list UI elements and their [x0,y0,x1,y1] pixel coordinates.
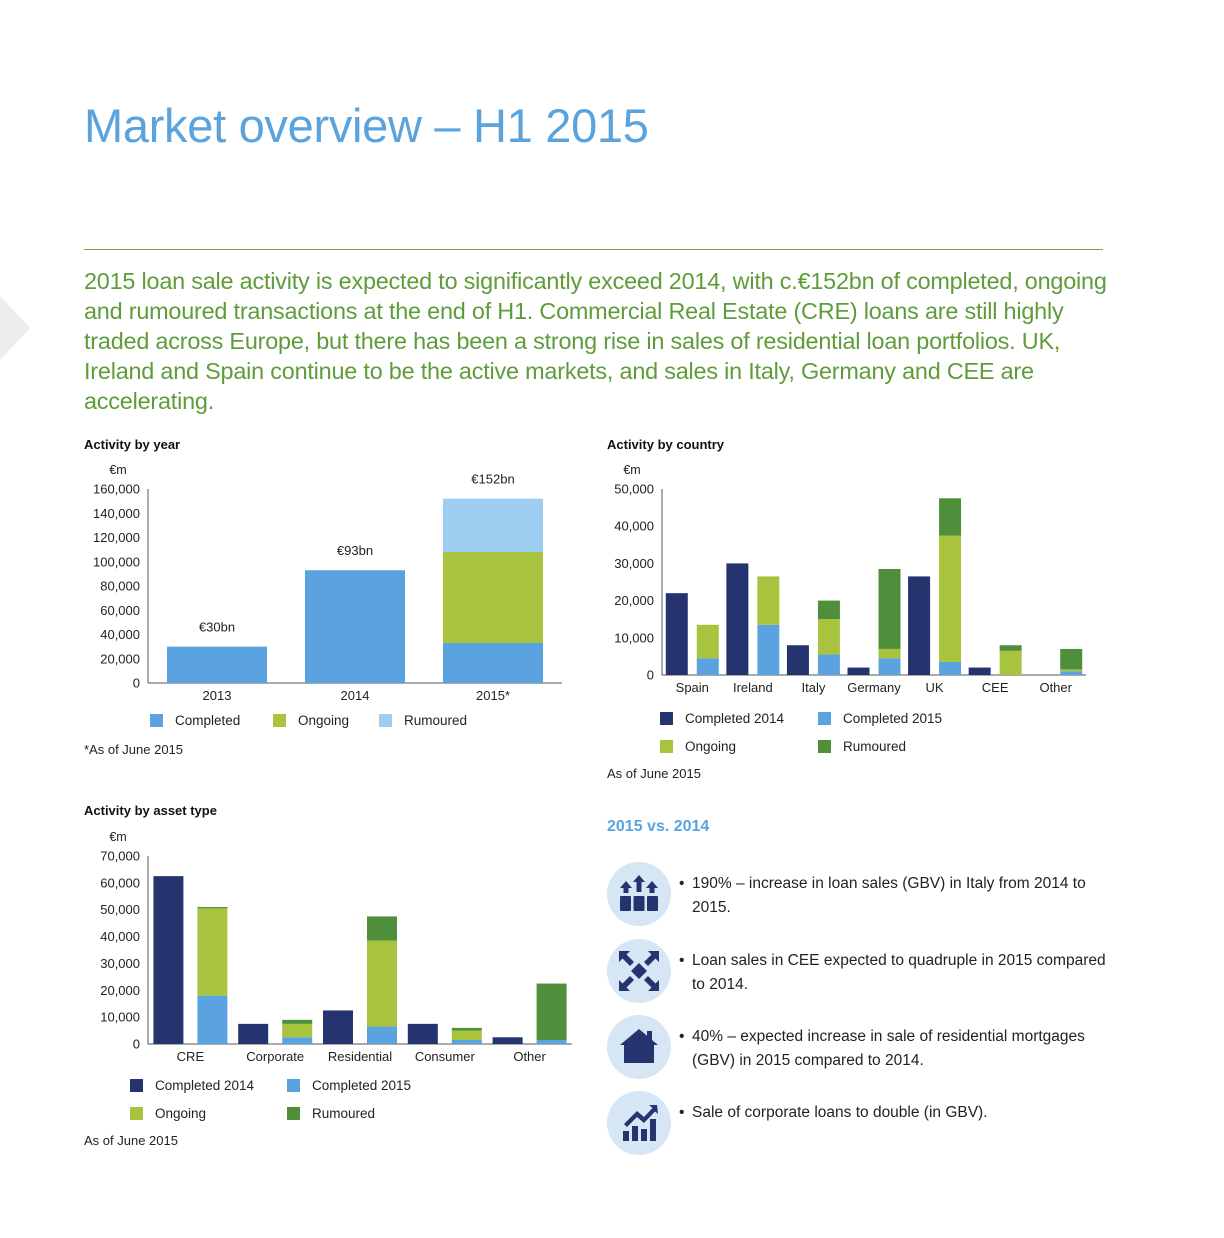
y-tick-label: 50,000 [614,481,654,497]
bar-completed-2015 [1060,671,1082,675]
y-tick-label: 40,000 [100,929,140,945]
x-tick-label: Italy [801,680,826,695]
y-tick-label: 10,000 [614,630,654,646]
chart-activity-by-asset-type [62,821,582,1071]
bar-rumoured [537,984,567,1040]
bar-rumoured [443,499,543,552]
bar-rumoured [1000,645,1022,651]
bar-ongoing [452,1031,482,1040]
chart-activity-by-year [62,455,582,715]
y-tick-label: 140,000 [93,505,140,521]
x-tick-label: 2013 [202,688,232,703]
y-tick-label: 30,000 [100,955,140,971]
legend-completed-2014: Completed 2014 [130,1078,254,1093]
page-title: Market overview – H1 2015 [84,99,649,152]
bar-rumoured [367,916,397,940]
y-tick-label: 10,000 [100,1009,140,1025]
bar-completed-2015 [367,1027,397,1044]
y-unit-label: €m [109,463,127,477]
bar-rumoured [879,569,901,649]
bar-completed [443,643,543,683]
bar-completed-2015 [757,625,779,675]
legend-completed-2015: Completed 2015 [818,711,942,726]
fact-item: • Sale of corporate loans to double (in GBV). [607,1091,1107,1155]
bar-completed-2015 [452,1040,482,1044]
bar-rumoured [197,907,227,908]
y-tick-label: 20,000 [100,982,140,998]
x-tick-label: Spain [675,680,709,695]
note-asset: As of June 2015 [84,1133,178,1148]
bar-ongoing [757,576,779,624]
legend-ongoing: Ongoing [660,739,736,754]
legend-completed-2014: Completed 2014 [660,711,784,726]
y-tick-label: 0 [132,675,140,691]
chart-title-country: Activity by country [607,437,725,452]
y-tick-label: 40,000 [614,518,654,534]
divider [84,249,1103,250]
bar-completed-2015 [697,658,719,675]
bar-rumoured [939,498,961,535]
x-tick-label: Germany [847,680,901,695]
y-tick-label: 40,000 [100,627,140,642]
bar-completed-2014 [908,576,930,675]
intro-text: 2015 loan sale activity is expected to significantly exceed 2014, with c.€152bn of completed, ongoing and rumoured transactions at the end of H1. Commercial Real Estate (CRE) loans are still highly traded across Europe, but there has been a strong rise in sales of residential loan portfolios. UK, Ireland and Spain continue to be the active markets, and sales in Italy, Germany and CEE are accelerating. [84,268,1107,414]
bar-ongoing [197,908,227,995]
data-label: €152bn [471,471,515,487]
fact-item: • 40% – expected increase in sale of residential mortgages (GBV) in 2015 compared to 2014. [607,1015,1107,1079]
y-unit-label: €m [623,463,641,477]
bar-ongoing [939,536,961,662]
legend-completed-2015: Completed 2015 [287,1078,411,1093]
bar-ongoing [282,1024,312,1037]
bar-completed-2015 [537,1040,567,1044]
y-tick-label: 160,000 [93,481,140,497]
bar-ongoing [697,625,719,658]
bar-completed-2014 [153,876,183,1044]
note-country: As of June 2015 [607,766,701,781]
legend-rumoured: Rumoured [287,1106,375,1121]
legend-rumoured: Rumoured [379,713,467,728]
x-tick-label: Residential [327,1049,393,1064]
bar-completed-2014 [787,645,809,675]
bar-ongoing [1060,669,1082,671]
y-tick-label: 60,000 [100,602,140,618]
fact-item: • Loan sales in CEE expected to quadruple in 2015 compared to 2014. [607,939,1107,1003]
fact-item: • 190% – increase in loan sales (GBV) in Italy from 2014 to 2015. [607,862,1107,926]
legend-ongoing: Ongoing [130,1106,206,1121]
x-tick-label: Ireland [732,680,773,695]
bar-rumoured [452,1028,482,1031]
bar-completed-2014 [666,593,688,675]
rising-chart-icon [607,1091,671,1155]
bar-rumoured [282,1020,312,1024]
bar-completed [305,570,405,683]
note-year: *As of June 2015 [84,742,184,757]
y-tick-label: 20,000 [614,593,654,609]
bar-ongoing [818,619,840,654]
bar-completed-2014 [323,1010,353,1044]
y-tick-label: 20,000 [100,651,140,667]
bar-rumoured [818,601,840,620]
x-tick-label: CEE [981,680,1009,695]
arrows-up-icon [607,862,671,926]
y-tick-label: 70,000 [100,848,140,864]
x-tick-label: Other [1039,680,1072,695]
comparison-title: 2015 vs. 2014 [607,818,710,835]
bar-completed-2015 [939,662,961,675]
bar-ongoing [367,941,397,1027]
chart-title-year: Activity by year [84,437,181,452]
decorative-arrow [0,296,30,360]
chart-title-asset: Activity by asset type [84,803,217,818]
y-tick-label: 0 [646,667,654,683]
bar-completed [167,647,267,683]
house-icon [607,1015,671,1079]
bar-completed-2015 [282,1037,312,1044]
x-tick-label: 2015* [476,688,510,703]
x-tick-label: Other [513,1049,546,1064]
bar-ongoing [1000,651,1022,675]
legend-ongoing: Ongoing [273,713,349,728]
x-tick-label: UK [925,680,944,695]
bar-completed-2015 [197,996,227,1044]
data-label: €30bn [198,619,236,635]
bar-completed-2014 [493,1037,523,1044]
x-tick-label: CRE [176,1049,205,1064]
bar-completed-2014 [408,1024,438,1044]
y-tick-label: 120,000 [93,530,140,545]
y-tick-label: 50,000 [100,902,140,918]
bar-ongoing [443,552,543,643]
y-tick-label: 60,000 [100,875,140,891]
legend-completed: Completed [150,713,240,728]
bar-rumoured [1060,649,1082,669]
x-tick-label: Corporate [246,1049,305,1064]
y-tick-label: 80,000 [100,578,140,594]
legend-rumoured: Rumoured [818,739,906,754]
bar-completed-2015 [879,658,901,675]
y-tick-label: 30,000 [614,555,654,571]
bar-ongoing [879,649,901,658]
bar-completed-2014 [848,668,870,675]
bar-completed-2014 [238,1024,268,1044]
x-tick-label: 2014 [340,688,370,703]
data-label: €93bn [336,543,374,559]
expand-arrows-icon [607,939,671,1003]
y-tick-label: 0 [132,1036,140,1052]
bar-completed-2014 [969,668,991,675]
bar-completed-2014 [726,563,748,675]
chart-activity-by-country [586,455,1106,705]
x-tick-label: Consumer [414,1049,475,1064]
y-tick-label: 100,000 [93,554,140,570]
bar-completed-2015 [818,655,840,675]
y-unit-label: €m [109,830,127,844]
